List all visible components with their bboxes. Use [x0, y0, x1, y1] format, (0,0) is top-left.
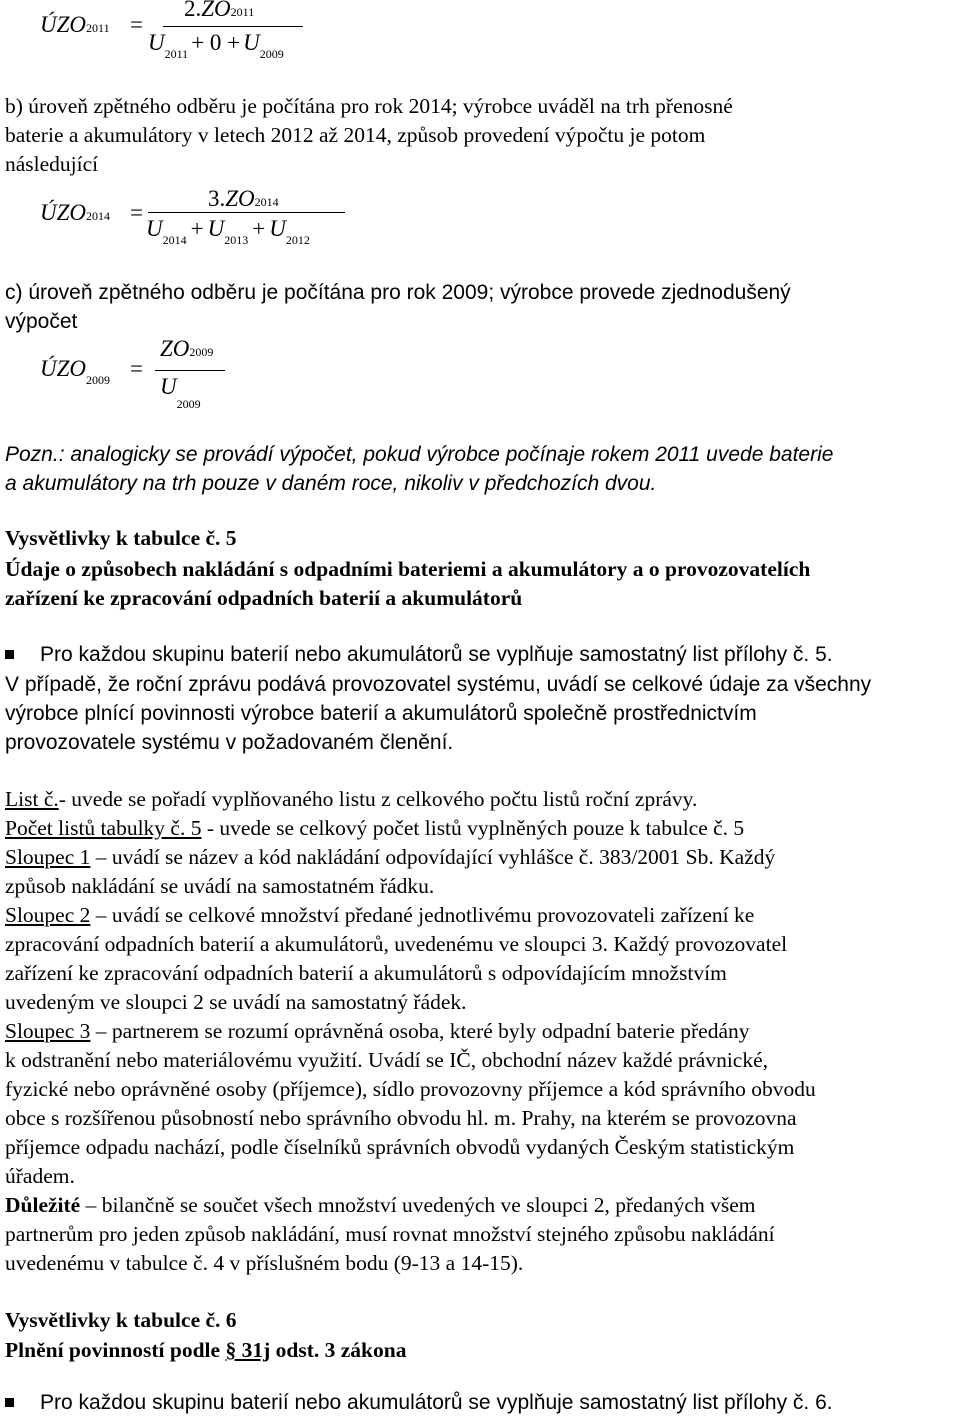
important-label: Důležité: [5, 1193, 81, 1217]
count-line: Počet listů tabulky č. 5 - uvede se celkový počet listů vyplněných pouze k tabulce č. 5: [5, 816, 745, 840]
section6-subheading: Plnění povinností podle § 31j odst. 3 zákona: [5, 1338, 407, 1362]
section6-heading: Vysvětlivky k tabulce č. 6: [5, 1308, 237, 1332]
list-label: List č.: [5, 787, 59, 811]
list-line: List č.- uvede se pořadí vyplňovaného listu z celkového počtu listů roční zprávy.: [5, 787, 698, 811]
column1-paragraph: Sloupec 1 – uvádí se název a kód nakládání odpovídající vyhlášce č. 383/2001 Sb. Každý způsob nakládání se uvádí na samostatném řádku.: [5, 845, 776, 898]
section5-heading: Vysvětlivky k tabulce č. 5: [5, 526, 237, 550]
paragraph-c: c) úroveň zpětného odběru je počítána pro rok 2009; výrobce provede zjednodušený výpočet: [5, 281, 791, 333]
important-paragraph: Důležité – bilančně se součet všech množství uvedených ve sloupci 2, předaných všem partnerům pro jeden způsob nakládání, musí rovnat množství stejného způsobu nakládání uvedenému v tabulce č. 4 v příslušném bodu (9-13 a 14-15).: [5, 1193, 775, 1275]
equation-2009: $ÚZO_{2009}$ = ZO2009 $U_{2009}$: [0, 336, 260, 416]
column2-label: Sloupec 2: [5, 903, 91, 927]
section5-bullet: Pro každou skupinu baterií nebo akumulátorů se vyplňuje samostatný list přílohy č. 5.: [40, 643, 833, 666]
column3-label: Sloupec 3: [5, 1019, 91, 1043]
column1-label: Sloupec 1: [5, 845, 91, 869]
paragraph-b: b) úroveň zpětného odběru je počítána pro rok 2014; výrobce uváděl na trh přenosné baterie a akumulátory v letech 2012 až 2014, způsob provedení výpočtu je potom následující: [5, 94, 733, 176]
system-paragraph: V případě, že roční zprávu podává provozovatel systému, uvádí se celkové údaje za všechny výrobce plnící povinnosti výrobce baterií a akumulátorů společně prostřednictvím provozovatele systému v požadovaném členění.: [5, 673, 872, 754]
paragraph-31j-link[interactable]: § 31j: [225, 1338, 271, 1362]
equation-2014: ÚZO2014 = 3.ZO2014 $U_{2014} + U_{2013} + U_{2012}$: [0, 180, 360, 250]
column3-paragraph: Sloupec 3 – partnerem se rozumí oprávněná osoba, které byly odpadní baterie předány k odstranění nebo materiálovému využití. Uvádí se IČ, obchodní název každé právnické, fyzické nebo oprávněné osoby (příjemce), sídlo provozovny příjemce a kód správního obvodu obce s rozšířenou působností nebo správního obvodu hl. m. Prahy, na kterém se provozovna příjemce odpadu nachází, podle číselníků správních obvodů vydaných Českým statistickým úřadem.: [5, 1019, 816, 1188]
section6-bullet: Pro každou skupinu baterií nebo akumulátorů se vyplňuje samostatný list přílohy č. 6.: [40, 1391, 833, 1414]
equation-2011: ÚZO2011 = 2.ZO2011 $U_{2011} + 0 + U_{2009}$: [0, 0, 340, 70]
bullet-icon: [5, 1398, 14, 1407]
bullet-icon: [5, 650, 14, 659]
column2-paragraph: Sloupec 2 – uvádí se celkové množství předané jednotlivému provozovateli zařízení ke zpracování odpadních baterií a akumulátorů, uvedenému ve sloupci 3. Každý provozovatel zařízení ke zpracování odpadních baterií a akumulátorů s odpovídajícím množstvím uvedeným ve sloupci 2 se uvádí na samostatný řádek.: [5, 903, 788, 1014]
section5-subheading: Údaje o způsobech nakládání s odpadními bateriemi a akumulátory a o provozovatelích zařízení ke zpracování odpadních baterií a akumulátorů: [5, 557, 811, 610]
note-paragraph: Pozn.: analogicky se provádí výpočet, pokud výrobce počínaje rokem 2011 uvede baterie a akumulátory na trh pouze v daném roce, nikoliv v předchozích dvou.: [5, 443, 834, 495]
count-label: Počet listů tabulky č. 5: [5, 816, 202, 840]
